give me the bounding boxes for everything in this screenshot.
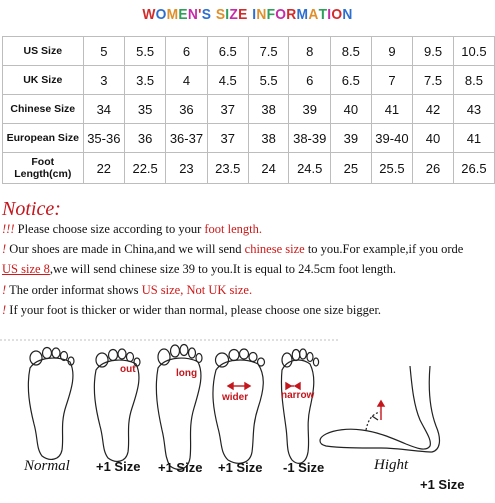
table-cell: 3 xyxy=(83,66,125,95)
table-row xyxy=(3,95,495,124)
table-cell: 26.5 xyxy=(453,153,494,184)
title-letter: E xyxy=(238,6,248,23)
title-letter: F xyxy=(266,6,276,23)
wider-foot-icon xyxy=(213,349,265,463)
notice-text: Please choose size according to your xyxy=(14,222,205,236)
row-header-line: Foot xyxy=(31,156,55,168)
table-cell: 4.5 xyxy=(207,66,248,95)
table-cell: 38 xyxy=(248,124,289,153)
table-cell: 7 xyxy=(371,66,413,95)
table-cell: 6 xyxy=(289,66,331,95)
table-cell: 3.5 xyxy=(125,66,166,95)
notice-text-rest: ,we will send chinese size 39 to you.It is equal to 24.5cm foot length. xyxy=(49,262,397,276)
table-cell: 5.5 xyxy=(248,66,289,95)
table-cell: 26 xyxy=(413,153,454,184)
notice-mark: ! xyxy=(2,283,7,297)
title-letter: R xyxy=(286,6,297,23)
table-cell: 22.5 xyxy=(125,153,166,184)
row-header: European Size xyxy=(3,124,84,153)
table-cell: 34 xyxy=(83,95,125,124)
title-letter: W xyxy=(142,6,156,23)
notice-mark: ! xyxy=(2,303,7,317)
table-cell: 23 xyxy=(166,153,208,184)
notice-mark: !!! xyxy=(2,222,15,236)
long-label: long xyxy=(176,368,198,379)
table-cell: 36 xyxy=(166,95,208,124)
title-letter: T xyxy=(318,6,328,23)
notice-line-4 xyxy=(2,283,252,298)
table-cell: 4 xyxy=(166,66,208,95)
table-cell: 9 xyxy=(371,37,413,66)
table-cell: 23.5 xyxy=(207,153,248,184)
narrow-foot-icon xyxy=(281,349,318,463)
page-title xyxy=(20,6,475,23)
notice-text: Our shoes are made in China,and we will send xyxy=(6,242,245,256)
caption-plus1-long: +1 Size xyxy=(158,460,203,475)
table-row xyxy=(3,124,495,153)
title-letter: O xyxy=(331,6,343,23)
table-row xyxy=(3,66,495,95)
title-letter: S xyxy=(201,6,212,23)
notice-mark: ! xyxy=(2,242,7,256)
title-letter: ' xyxy=(198,6,202,23)
table-cell: 8 xyxy=(289,37,331,66)
row-header: Chinese Size xyxy=(3,95,84,124)
table-cell: 35-36 xyxy=(83,124,125,153)
notice-line-1 xyxy=(2,222,262,237)
row-header xyxy=(3,153,84,184)
narrow-label: narrow xyxy=(281,390,315,401)
title-letter: O xyxy=(155,6,167,23)
table-cell: 5 xyxy=(83,37,125,66)
table-cell: 39 xyxy=(331,124,372,153)
table-cell: 41 xyxy=(453,124,494,153)
notice-highlight: foot length. xyxy=(204,222,263,236)
title-letter: M xyxy=(296,6,309,23)
table-cell: 38 xyxy=(248,95,289,124)
table-cell: 25.5 xyxy=(371,153,413,184)
title-letter: Z xyxy=(229,6,239,23)
caption-hight: Hight xyxy=(374,457,409,473)
table-row xyxy=(3,153,495,184)
table-row xyxy=(3,37,495,66)
wider-label: wider xyxy=(222,392,249,403)
caption-normal: Normal xyxy=(24,458,70,474)
table-cell: 9.5 xyxy=(413,37,454,66)
title-letter: O xyxy=(275,6,287,23)
notice-text: The order informat shows xyxy=(6,283,142,297)
title-letter: N xyxy=(256,6,267,23)
notice-title: Notice: xyxy=(2,198,61,220)
title-letter: S xyxy=(215,6,226,23)
title-letter: N xyxy=(342,6,353,23)
table-cell: 7.5 xyxy=(413,66,454,95)
title-letter: I xyxy=(252,6,257,23)
notice-text: If your foot is thicker or wider than normal, please choose one size bigger. xyxy=(6,303,382,317)
title-letter: I xyxy=(225,6,230,23)
row-header: US Size xyxy=(3,37,84,66)
notice-highlight: chinese size xyxy=(244,242,305,256)
table-cell: 35 xyxy=(125,95,166,124)
notice-line-5 xyxy=(2,303,381,318)
table-cell: 41 xyxy=(371,95,413,124)
table-cell: 25 xyxy=(331,153,372,184)
table-cell: 40 xyxy=(331,95,372,124)
table-cell: 6.5 xyxy=(207,37,248,66)
table-cell: 5.5 xyxy=(125,37,166,66)
title-letter: A xyxy=(308,6,319,23)
title-letter: I xyxy=(327,6,332,23)
table-cell: 36-37 xyxy=(166,124,208,153)
high-instep-foot-icon xyxy=(320,366,439,452)
title-letter: E xyxy=(178,6,188,23)
normal-foot-icon xyxy=(28,348,74,460)
table-cell: 6 xyxy=(166,37,208,66)
notice-highlight: US size, Not UK size. xyxy=(141,283,253,297)
caption-minus1-narrow: -1 Size xyxy=(283,460,325,475)
caption-plus1-hight: +1 Size xyxy=(420,477,465,492)
table-cell: 10.5 xyxy=(453,37,494,66)
caption-plus1-wider: +1 Size xyxy=(218,460,263,475)
table-cell: 7.5 xyxy=(248,37,289,66)
table-cell: 36 xyxy=(125,124,166,153)
title-letter: M xyxy=(166,6,179,23)
notice-text-rest: to you.For example,if you orde xyxy=(304,242,464,256)
table-cell: 8.5 xyxy=(331,37,372,66)
table-cell: 37 xyxy=(207,95,248,124)
notice-line-2 xyxy=(2,242,463,257)
table-cell: 40 xyxy=(413,124,454,153)
table-cell: 38-39 xyxy=(289,124,331,153)
notice-highlight: US size 8 xyxy=(2,262,50,276)
table-cell: 43 xyxy=(453,95,494,124)
table-cell: 24 xyxy=(248,153,289,184)
row-header: UK Size xyxy=(3,66,84,95)
foot-shape-illustration xyxy=(0,336,495,498)
table-cell: 39 xyxy=(289,95,331,124)
table-cell: 22 xyxy=(83,153,125,184)
table-cell: 39-40 xyxy=(371,124,413,153)
out-label: out xyxy=(120,364,136,375)
table-cell: 42 xyxy=(413,95,454,124)
table-cell: 6.5 xyxy=(331,66,372,95)
table-cell: 24.5 xyxy=(289,153,331,184)
title-letter: N xyxy=(187,6,199,23)
row-header-line: Length(cm) xyxy=(14,168,72,180)
table-cell: 37 xyxy=(207,124,248,153)
notice-line-3 xyxy=(2,262,396,277)
caption-plus1-out: +1 Size xyxy=(96,459,141,474)
size-table xyxy=(2,36,495,184)
table-cell: 8.5 xyxy=(453,66,494,95)
long-foot-icon xyxy=(156,345,202,470)
